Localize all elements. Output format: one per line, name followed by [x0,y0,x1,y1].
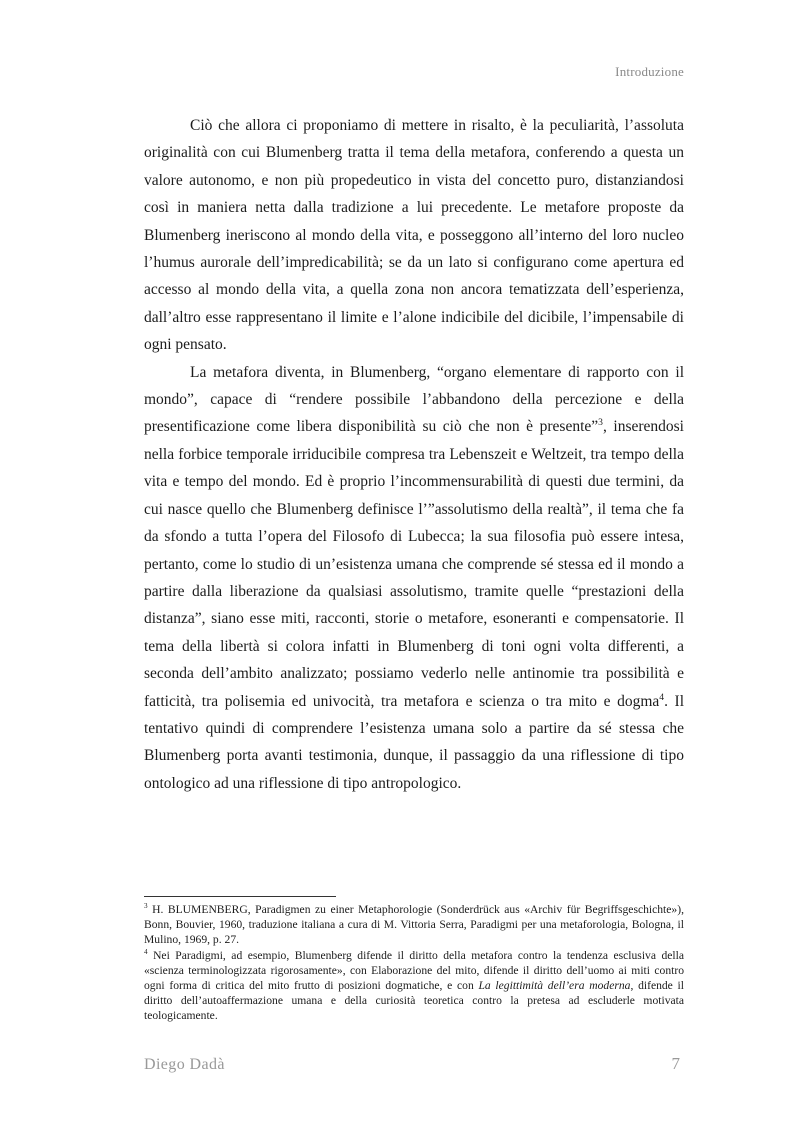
footnote-3-number: 3 [144,902,148,911]
footnote-separator [144,896,336,897]
paragraph-1-text: Ciò che allora ci proponiamo di mettere in risalto, è la peculiarità, l’assoluta originalità con cui Blumenberg tratta il tema della metafora, conferendo a questa un valore autonomo, e non più propedeutico in vista del concetto puro, distanziandosi così in maniera netta dalla tradizione a lui precedente. Le metafore proposte da Blumenberg ineriscono al mondo della vita, e posseggono all’interno del loro nucleo l’humus aurorale dell’impredicabilità; se da un lato si configurano come apertura ed accesso al mondo della vita, a quella zona non ancora tematizzata dell’esperienza, dall’altro esse rappresentano il limite e l’alone indicibile del dicibile, l’impensabile di ogni pensato. [144,117,684,354]
paragraph-2-text-a: La metafora diventa, in Blumenberg, “organo elementare di rapporto con il mondo”, capace di “rendere possibile l’abbandono della percezione e della presentificazione come libera disponibilità su ciò che non è presente” [144,363,684,436]
body-text [144,112,684,797]
footnote-4-number: 4 [144,947,148,956]
paragraph-1 [144,112,684,359]
paragraph-2-text-c: . Il tentativo quindi di comprendere l’esistenza umana solo a partire da sé stessa che Blumenberg porta avanti testimonia, dunque, il passaggio da una riflessione di tipo ontologico ad una riflessione di tipo antropologico. [144,692,685,792]
footnote-3-text: H. BLUMENBERG, Paradigmen zu einer Metaphorologie (Sonderdrück aus «Archiv für Begriffsgeschichte»), Bonn, Bouvier, 1960, traduzione italiana a cura di M. Vittoria Serra, Paradigmi per una metaforologia, Bologna, il Mulino, 1969, p. 27. [144,903,684,947]
footer-author: Diego Dadà [144,1056,225,1073]
footnote-3 [144,902,684,948]
footnote-4 [144,948,684,1024]
running-header: Introduzione [615,64,684,79]
footnote-4-text-a: Nei Paradigmi, ad esempio, Blumenberg difende il diritto della metafora contro la tendenza esclusiva della «scienza terminologizzata rigorosamente», con Elaborazione del mito, difende il diritto dell’uomo ai miti contro ogni forma di critica del mito frutto di posizioni dogmatiche, e con [144,948,684,993]
page-number: 7 [671,1054,680,1073]
paragraph-2 [144,359,684,798]
paragraph-2-text-b: , inserendosi nella forbice temporale irriducibile compresa tra Lebenszeit e Weltzeit, tra tempo della vita e tempo del mondo. Ed è proprio l’incommensurabilità di questi due termini, da cui nasce quello che Blumenberg definisce l’”assolutismo della realtà”, il tema che fa da sfondo a tutta l’opera del Filosofo di Lubecca; la sua filosofia può essere intesa, pertanto, come lo studio di un’esistenza umana che comprende sé stessa ed il mondo a partire dalla liberazione da qualsiasi assolutismo, tramite quelle “prestazioni della distanza”, siano esse miti, racconti, storie o metafore, esoneranti e compensatorie. Il tema della libertà si colora infatti in Blumenberg di toni ogni volta differenti, a seconda dell’ambito analizzato; possiamo vederlo nelle antinomie tra possibilità e fatticità, tra polisemia ed univocità, tra metafora e scienza o tra mito e dogma [144,418,684,710]
footnote-4-text-b: , difende il diritto dell’autoaffermazione umana e della curiosità teoretica contro la pretesa ad escluderle motivata teologicamente. [144,979,684,1023]
footnote-4-title: La legittimità dell’era moderna [478,979,631,993]
footnotes [144,902,684,1024]
footnote-ref-4: 4 [659,691,665,703]
footnote-ref-3: 3 [598,417,603,429]
